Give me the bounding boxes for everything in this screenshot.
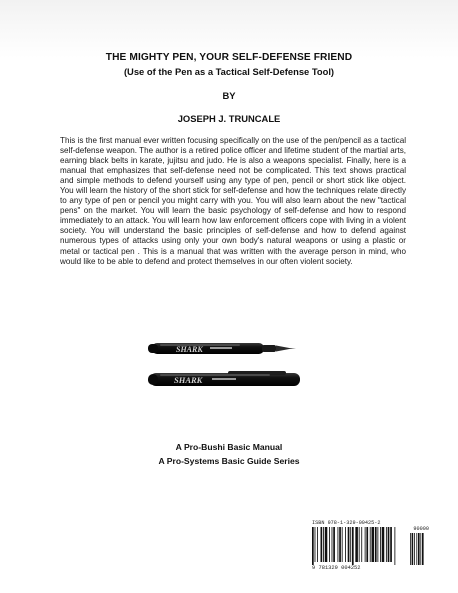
top-shade [0, 0, 458, 58]
barcode-bar [386, 527, 387, 562]
barcode-bar [359, 527, 360, 562]
description-paragraph: This is the first manual ever written focusing specifically on the use of the pen/pencil as a tactical self-defense weapon. The author is a retired police officer and lifetime student of the martial arts, earning black belts in karate, jujitsu and judo. He is also a weapons specialist. Finally, here is a manual that emphasizes that self-defense need not be complicated. This text shows practical and simple methods to defend yourself using any type of pen, pencil or short stick like object. You will learn the history of the short stick for self-defense and how the techniques relate directly to any type of pen or pencil you might carry with you. You will also learn about the new "tactical pens" on the market. You will learn the basic psychology of self-defense and how to respond immediately to an attack. You will learn how law enforcement officers cope with living in a violent society. You will understand the basic principles of self-defense and how to defend against numerous types of attacks using only your own body's natural weapons or using a plastic or metal or tactical pen . This is a manual that was written with the average person in mind, who would like to be able to defend and protect themselves in our often violent society. [60, 136, 406, 266]
pen-brand-label-2: SHARK [174, 375, 203, 385]
barcode-bar [366, 527, 368, 562]
barcode-bar [325, 527, 328, 562]
barcode-addon-bar [414, 533, 415, 565]
isbn-barcode [308, 518, 432, 574]
pen-brand-label: SHARK [176, 345, 203, 354]
barcode-bar [370, 527, 371, 562]
barcode-bar [365, 527, 366, 562]
barcode-bar [352, 527, 354, 565]
barcode-bar [321, 527, 323, 562]
price-code: 90000 [413, 526, 429, 532]
barcode-bar [375, 527, 377, 562]
barcode-addon-bar [418, 533, 420, 565]
pen-capped [148, 371, 300, 386]
barcode-addon-bar [422, 533, 424, 565]
barcode-bar [355, 527, 358, 562]
barcode-addon-bar [412, 533, 414, 565]
barcode-bar [342, 527, 343, 562]
book-title: THE MIGHTY PEN, YOUR SELF-DEFENSE FRIEND [105, 52, 353, 63]
barcode-bar [338, 527, 339, 562]
barcode-bar [332, 527, 333, 562]
barcode-bar [323, 527, 324, 562]
barcode-bar [377, 527, 378, 562]
barcode-bar [390, 527, 392, 562]
barcode-bar [380, 527, 381, 562]
barcode-addon-bar [410, 533, 411, 565]
barcode-bar [388, 527, 390, 562]
isbn-text: ISBN 978-1-329-00425-2 [312, 520, 381, 526]
barcode-bar [317, 527, 318, 562]
barcode-bar [339, 527, 341, 562]
barcode-bar [348, 527, 350, 562]
tactical-pen-icon [146, 333, 302, 397]
barcode-addon-bar [420, 533, 421, 565]
barcode-bar [315, 527, 316, 562]
by-line: BY [222, 90, 236, 101]
series-line-1: A Pro-Bushi Basic Manual [175, 442, 283, 452]
book-subtitle: (Use of the Pen as a Tactical Self-Defense Tool) [123, 66, 335, 77]
barcode-bar [333, 527, 335, 562]
isbn-digits: 9 781329 004252 [312, 565, 361, 571]
barcode-bar [312, 527, 314, 565]
author-name: JOSEPH J. TRUNCALE [177, 113, 281, 124]
pen-open [148, 343, 296, 354]
barcode-bar [361, 527, 362, 562]
barcode-bar [329, 527, 330, 562]
barcode-addon-bar [416, 533, 417, 565]
barcode-bar [382, 527, 385, 562]
series-line-2: A Pro-Systems Basic Guide Series [158, 456, 300, 466]
barcode-bar [345, 527, 346, 562]
barcode-bar [372, 527, 375, 562]
barcode-bar [394, 527, 395, 565]
barcode-bar [350, 527, 351, 562]
barcode-icon [312, 527, 430, 565]
